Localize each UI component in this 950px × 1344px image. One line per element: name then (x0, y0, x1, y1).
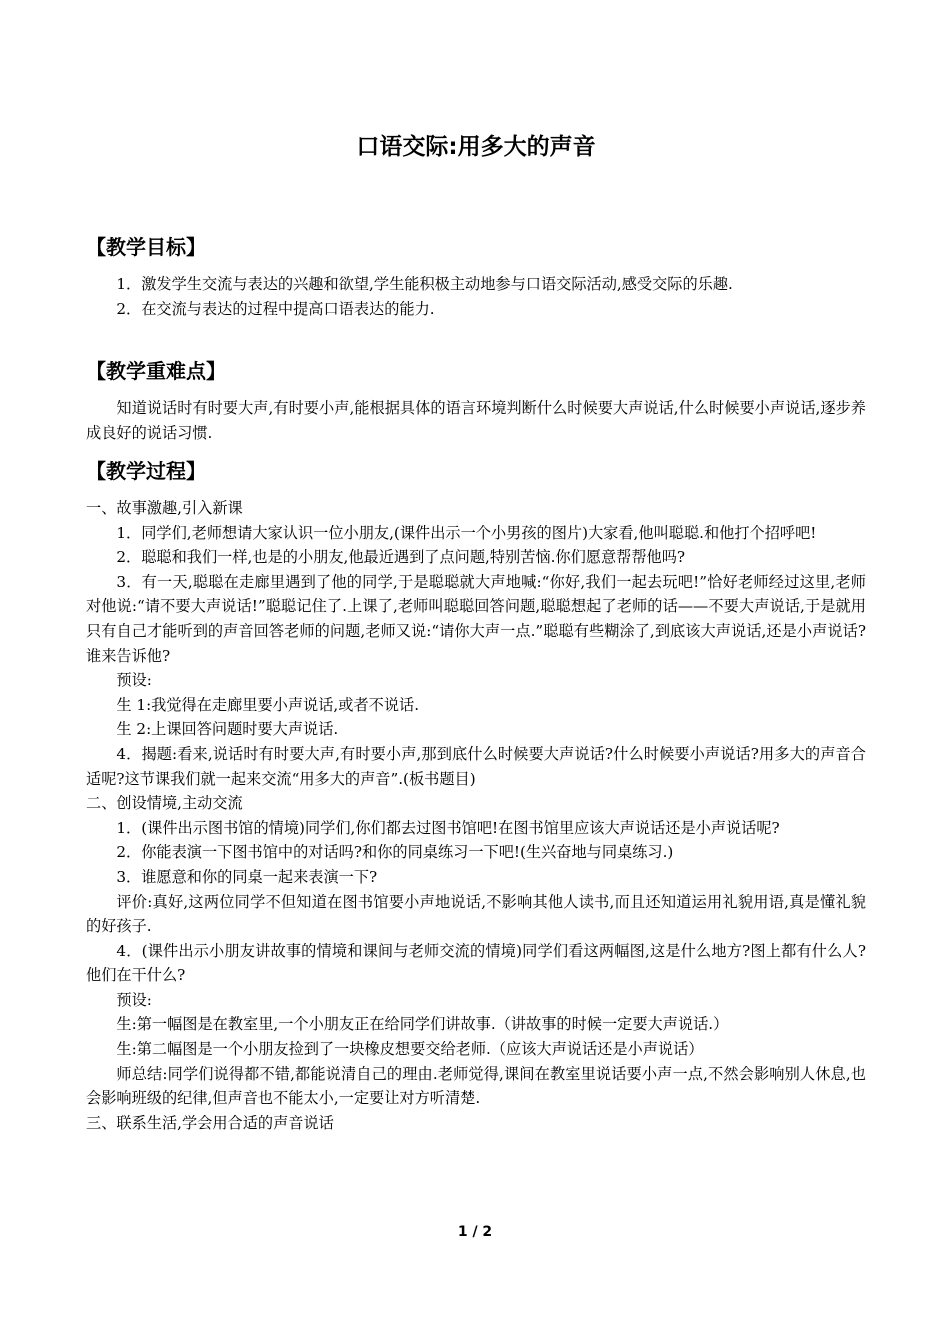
heading-goals: 【教学目标】 (86, 235, 206, 259)
process-paragraph: 1．(课件出示图书馆的情境)同学们,你们都去过图书馆吧!在图书馆里应该大声说话还是小声说话呢? (116, 818, 780, 837)
heading-process: 【教学过程】 (86, 459, 206, 483)
process-step-heading: 二、创设情境,主动交流 (86, 794, 243, 813)
process-paragraph: 3．有一天,聪聪在走廊里遇到了他的同学,于是聪聪就大声地喊:“你好,我们一起去玩吧!”恰好老师经过这里,老师对他说:“请不要大声说话!”聪聪记住了.上课了,老师叫聪聪回答问题,聪聪想起了老师的话——不要大声说话,于是就用只有自己才能听到的声音回答老师的问题,老师又说:“请你大声一点.”聪聪有些糊涂了,到底该大声说话,还是小声说话?谁来告诉他? (86, 572, 866, 665)
process-paragraph: 生 1:我觉得在走廊里要小声说话,或者不说话. (116, 695, 420, 714)
process-paragraph: 4．(课件出示小朋友讲故事的情境和课间与老师交流的情境)同学们看这两幅图,这是什么地方?图上都有什么人?他们在干什么? (86, 941, 866, 985)
process-paragraph: 预设: (116, 990, 152, 1009)
process-paragraph: 4．揭题:看来,说话时有时要大声,有时要小声,那到底什么时候要大声说话?什么时候要小声说话?用多大的声音合适呢?这节课我们就一起来交流“用多大的声音”.(板书题目) (86, 744, 866, 788)
page-number: 1 / 2 (457, 1224, 493, 1240)
process-paragraph: 生:第二幅图是一个小朋友捡到了一块橡皮想要交给老师.（应该大声说话还是小声说话） (116, 1040, 704, 1059)
goal-item: 1．激发学生交流与表达的兴趣和欲望,学生能积极主动地参与口语交际活动,感受交际的乐趣. (116, 275, 733, 293)
key-point-text: 知道说话时有时要大声,有时要小声,能根据具体的语言环境判断什么时候要大声说话,什么时候要小声说话,逐步养成良好的说话习惯. (86, 399, 866, 442)
heading-key-points: 【教学重难点】 (86, 359, 226, 383)
process-body (86, 496, 866, 1135)
goal-item: 2．在交流与表达的过程中提高口语表达的能力. (116, 299, 435, 318)
process-paragraph: 生 2:上课回答问题时要大声说话. (116, 720, 339, 739)
process-paragraph: 3．谁愿意和你的同桌一起来表演一下? (116, 867, 378, 886)
process-paragraph: 1．同学们,老师想请大家认识一位小朋友,(课件出示一个小男孩的图片)大家看,他叫聪聪.和他打个招呼吧! (116, 523, 817, 542)
key-points (86, 396, 866, 445)
goals-list (86, 272, 866, 321)
page-title: 口语交际:用多大的声音 (356, 134, 596, 160)
process-paragraph: 2．聪聪和我们一样,也是的小朋友,他最近遇到了点问题,特别苦恼.你们愿意帮帮他吗? (116, 548, 686, 567)
process-paragraph: 2．你能表演一下图书馆中的对话吗?和你的同桌练习一下吧!(生兴奋地与同桌练习.) (116, 843, 674, 862)
process-paragraph: 评价:真好,这两位同学不但知道在图书馆要小声地说话,不影响其他人读书,而且还知道运用礼貌用语,真是懂礼貌的好孩子. (86, 892, 866, 936)
process-paragraph: 预设: (116, 671, 152, 690)
process-paragraph: 生:第一幅图是在教室里,一个小朋友正在给同学们讲故事.（讲故事的时候一定要大声说话.） (116, 1015, 729, 1034)
process-paragraph: 师总结:同学们说得都不错,都能说清自己的理由.老师觉得,课间在教室里说话要小声一点,不然会影响别人休息,也会影响班级的纪律,但声音也不能太小,一定要让对方听清楚. (86, 1064, 866, 1108)
process-step-heading: 一、故事激趣,引入新课 (86, 499, 243, 517)
process-step-heading: 三、联系生活,学会用合适的声音说话 (86, 1113, 334, 1132)
